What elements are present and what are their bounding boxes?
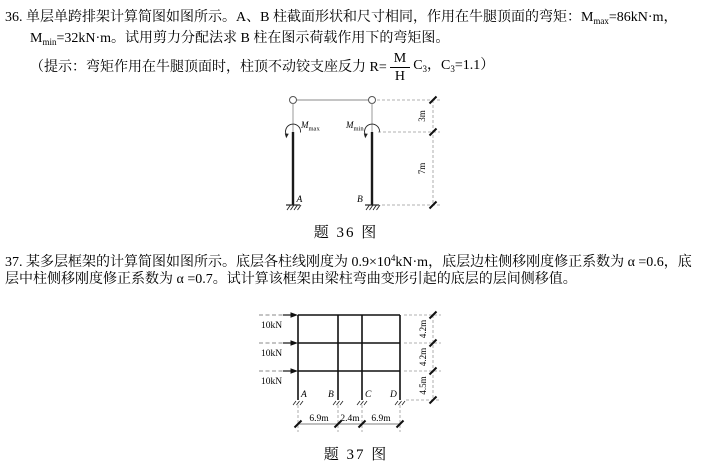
problem-36-line-2: [30, 29, 449, 52]
fixed-support-left: [286, 205, 301, 210]
moment-label-mmax: [300, 120, 320, 133]
figure-37-caption: 题 37 图: [323, 447, 389, 463]
column-label-a: A: [296, 195, 303, 205]
story-height-label-3: 4.5m: [418, 376, 428, 395]
p36-hint-c1-sub: 3: [422, 64, 428, 74]
p36-hint-c1: C: [413, 58, 423, 73]
moment-arrowhead-left: [285, 134, 289, 139]
fixed-support-right: [365, 205, 380, 210]
mmax-m: M: [301, 120, 309, 130]
mmin-m: M: [346, 120, 354, 130]
hinge-circle-right: [369, 97, 376, 104]
moment-label-mmin: [345, 120, 364, 133]
fig37-fixed-supports: [293, 401, 405, 405]
mmax-sub: max: [308, 125, 320, 133]
fraction-numerator: M: [390, 50, 410, 68]
arrowhead-icon: [291, 340, 299, 345]
figure-37-diagram: [255, 305, 485, 437]
p36-hint-c2: ，C: [427, 58, 451, 73]
p36-l1-pre: 36. 单层单跨排架计算简图如图所示。A、B 柱截面形状和尺寸相同，作用在牛腿顶面的弯矩：M: [5, 10, 594, 25]
problem-37-line-2: 层中柱侧移刚度修正系数为 α =0.7。试计算该框架由梁柱弯曲变形引起的底层的层间侧移值。: [5, 272, 577, 287]
p36-hint-pre: （提示：弯矩作用在牛腿顶面时，柱顶不动铰支座反力 R=: [30, 59, 387, 75]
load-arrow-bottom: [259, 368, 298, 373]
load-label-bottom: 10kN: [261, 377, 283, 387]
bay-width-label-3: 6.9m: [371, 414, 391, 424]
fig36-dimension-lines: [377, 100, 440, 205]
arrowhead-icon: [291, 312, 299, 317]
p36-l2-post: =32kN·m。试用剪力分配法求 B 柱在图示荷载作用下的弯矩图。: [56, 31, 450, 46]
story-height-label-2: 4.2m: [418, 347, 428, 367]
dim-label-3m: 3m: [417, 110, 427, 122]
bay-width-label-1: 6.9m: [309, 414, 329, 424]
mmin-sub: min: [353, 125, 364, 133]
figure-36-diagram: [270, 88, 470, 220]
p36-l1-sub: max: [593, 16, 609, 26]
p36-l1-post: =86kN·m，: [608, 10, 678, 25]
fraction-denominator: H: [394, 69, 406, 84]
p36-hint-c2-sub: 3: [450, 64, 455, 74]
p36-hint-mid: [413, 56, 494, 79]
p37-l1-pre: 37. 某多层框架的计算简图如图所示。底层各柱线刚度为 0.9×10: [5, 255, 391, 270]
p37-l1-post: kN·m，底层边柱侧移刚度修正系数为 α =0.6，底: [395, 255, 692, 270]
p36-l2-sub: min: [42, 37, 57, 47]
load-arrow-top: [259, 312, 298, 317]
story-height-label-1: 4.2m: [418, 319, 428, 339]
p36-hint-post: =1.1）: [454, 58, 495, 73]
fig36-columns: [293, 104, 372, 206]
problem-36-hint: [30, 50, 494, 85]
fig36-beam: [290, 97, 376, 104]
p36-l2-m: M: [30, 31, 43, 46]
load-arrow-middle: [259, 340, 298, 345]
column-label-a: A: [301, 390, 307, 400]
column-label-c: C: [365, 390, 372, 400]
column-label-d: D: [390, 390, 397, 400]
dim-label-7m: 7m: [417, 162, 427, 175]
column-label-b: B: [328, 390, 334, 400]
column-label-b: B: [357, 195, 363, 205]
problem-36-line-1: [5, 8, 677, 31]
fig37-frame: [298, 315, 400, 400]
bay-width-label-2: 2.4m: [340, 414, 360, 424]
p37-l1-sup: 4: [390, 253, 396, 263]
load-label-top: 10kN: [261, 321, 283, 331]
arrowhead-icon: [291, 368, 299, 373]
fraction-m-over-h: [390, 50, 410, 85]
figure-36-caption: 题 36 图: [313, 225, 379, 241]
hinge-circle-left: [290, 97, 297, 104]
load-label-middle: 10kN: [261, 349, 283, 359]
moment-arrowhead-right: [364, 134, 368, 139]
